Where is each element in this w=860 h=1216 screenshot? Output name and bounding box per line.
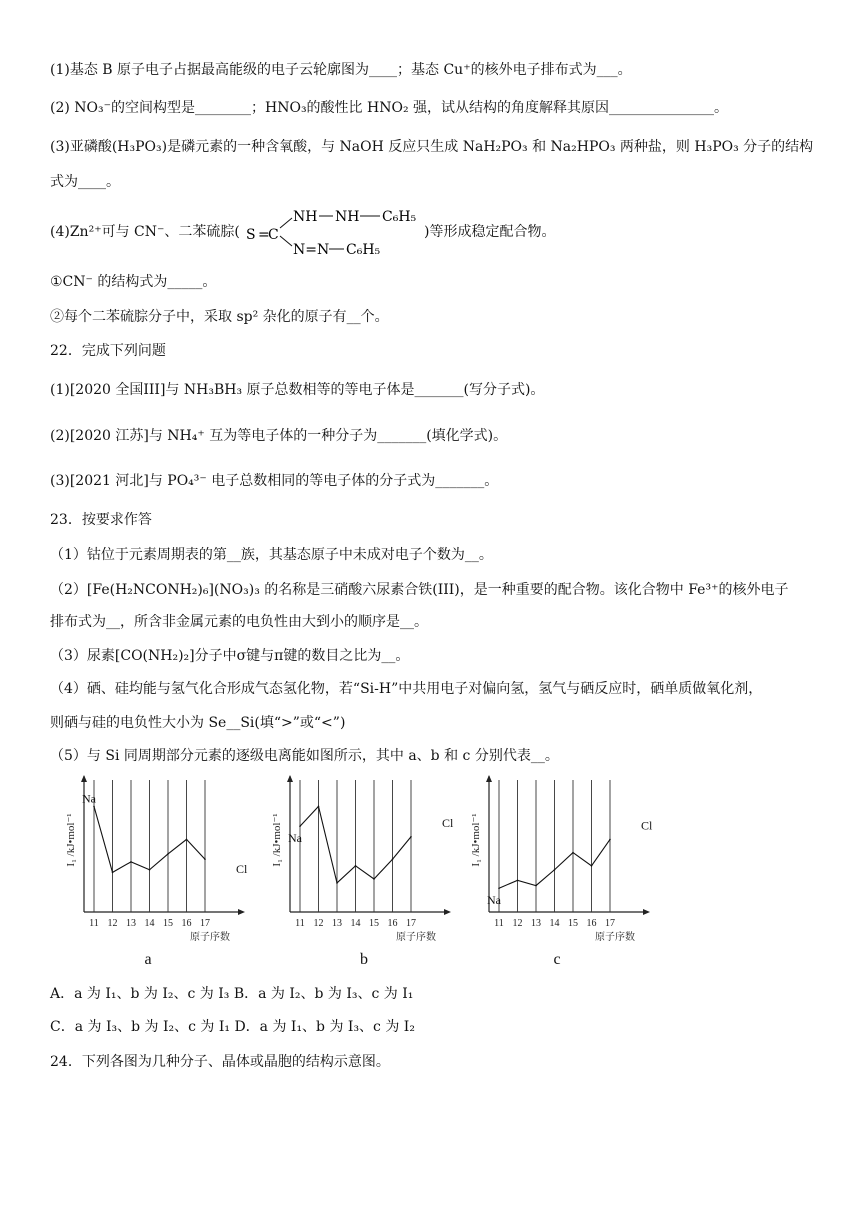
y-axis-title: I₁ /kJ•mol⁻¹ (65, 813, 77, 867)
x-axis-title: 原子序数 (595, 932, 635, 943)
q22-part2: (2)[2020 江苏]与 NH₄⁺ 互为等电子体的一种分子为_______(填化学式)。 (50, 428, 508, 444)
data-point (167, 853, 169, 855)
x-tick-label: 16 (586, 918, 597, 929)
data-point (186, 839, 188, 841)
struct-c: C (268, 227, 279, 243)
q23-part4-line2: 则硒与硅的电负性大小为 Se__Si(填“>”或“<”) (50, 715, 346, 731)
x-tick-label: 17 (605, 918, 615, 929)
q23-options-ab: A．a 为 I₁、b 为 I₂、c 为 I₃ B．a 为 I₂、b 为 I₃、c 为 I₁ (50, 986, 414, 1002)
q21-part1: (1)基态 B 原子电子占据最高能级的电子云轮廓图为____；基态 Cu⁺的核外电子排布式为___。 (50, 62, 632, 78)
data-point (373, 878, 375, 880)
y-axis-title: I₁ /kJ•mol⁻¹ (271, 813, 283, 867)
data-point (535, 885, 537, 887)
q22-part3: (3)[2021 河北]与 PO₄³⁻ 电子总数相同的等电子体的分子式为_______。 (50, 473, 499, 489)
data-point (410, 836, 412, 838)
struct-bond-down (280, 236, 292, 246)
x-tick-label: 14 (144, 918, 155, 929)
q23-part1: （1）钴位于元素周期表的第__族，其基态原子中未成对电子个数为__。 (50, 547, 493, 563)
data-point (591, 865, 593, 867)
q21-part3-line2: 式为____。 (50, 174, 120, 190)
data-point (498, 887, 500, 889)
q23-part3: （3）尿素[CO(NH₂)₂]分子中σ键与π键的数目之比为__。 (50, 648, 410, 664)
x-axis-title: 原子序数 (396, 932, 436, 943)
x-axis-arrow (643, 909, 650, 915)
x-tick-label: 11 (89, 918, 99, 929)
struct-c6h5-bottom: C₆H₅ (346, 242, 381, 258)
q21-part4-suffix: )等形成稳定配合物。 (424, 224, 556, 240)
x-axis-arrow (238, 909, 245, 915)
q22-title: 22．完成下列问题 (50, 343, 166, 359)
label-cl: Cl (641, 818, 653, 833)
ionization-chart-b (264, 772, 464, 972)
q23-part2-line1: （2）[Fe(H₂NCONH₂)₆](NO₃)₃ 的名称是三硝酸六尿素合铁(III)，是一种重要的配合物。该化合物中 Fe³⁺的核外电子 (50, 582, 789, 598)
x-tick-label: 12 (107, 918, 118, 929)
label-na: Na (82, 791, 96, 806)
q21-part3-line1: (3)亚磷酸(H₃PO₃)是磷元素的一种含氧酸，与 NaOH 反应只生成 NaH₂PO₃ 和 Na₂HPO₃ 两种盐，则 H₃PO₃ 分子的结构 (50, 139, 814, 155)
label-cl: Cl (442, 815, 454, 830)
x-tick-label: 11 (494, 918, 504, 929)
x-tick-label: 12 (512, 918, 523, 929)
q21-part4-sub1: ①CN⁻ 的结构式为_____。 (50, 274, 217, 290)
x-tick-label: 13 (332, 918, 342, 929)
q23-title: 23．按要求作答 (50, 512, 152, 528)
chart-caption: a (144, 951, 152, 968)
x-axis-arrow (444, 909, 451, 915)
struct-bond-up (280, 218, 292, 228)
x-tick-label: 17 (200, 918, 210, 929)
struct-s: S (246, 227, 256, 243)
data-point (392, 858, 394, 860)
x-tick-label: 15 (369, 918, 379, 929)
y-axis-arrow (287, 775, 293, 782)
struct-nh2: NH (335, 209, 360, 225)
data-point (572, 852, 574, 854)
q23-part5: （5）与 Si 同周期部分元素的逐级电离能如图所示，其中 a、b 和 c 分别代表__。 (50, 748, 559, 764)
x-tick-label: 14 (549, 918, 560, 929)
struct-eq: = (258, 227, 270, 243)
struct-c6h5-top: C₆H₅ (382, 209, 417, 225)
label-na: Na (487, 893, 501, 908)
data-point (318, 806, 320, 808)
data-point (204, 858, 206, 860)
struct-nh1: NH (293, 209, 318, 225)
label-cl: Cl (236, 862, 248, 877)
x-tick-label: 16 (181, 918, 192, 929)
x-tick-label: 16 (387, 918, 398, 929)
x-tick-label: 12 (313, 918, 324, 929)
data-point (336, 882, 338, 884)
y-axis-arrow (81, 775, 87, 782)
q21-part4-sub2: ②每个二苯硫腙分子中，采取 sp² 杂化的原子有__个。 (50, 309, 389, 325)
y-axis-title: I₁ /kJ•mol⁻¹ (470, 813, 482, 867)
y-axis-arrow (486, 775, 492, 782)
q21-part4-prefix: (4)Zn²⁺可与 CN⁻、二苯硫腙( (50, 224, 240, 240)
q23-part4-line1: （4）硒、硅均能与氢气化合形成气态氢化物，若“Si-H”中共用电子对偏向氢，氢气与硒反应时，硒单质做氧化剂， (50, 681, 763, 697)
data-point (355, 865, 357, 867)
q22-part1: (1)[2020 全国III]与 NH₃BH₃ 原子总数相等的等电子体是_______(写分子式)。 (50, 382, 545, 398)
data-point (130, 861, 132, 863)
chart-caption: b (360, 951, 368, 968)
label-na: Na (288, 831, 302, 846)
x-tick-label: 17 (406, 918, 416, 929)
x-axis-title: 原子序数 (190, 932, 230, 943)
ionization-chart-a (58, 772, 258, 972)
ionization-chart-c (463, 772, 663, 972)
x-tick-label: 15 (568, 918, 578, 929)
chart-caption: c (553, 951, 561, 968)
q21-part2: (2) NO₃⁻的空间构型是________；HNO₃的酸性比 HNO₂ 强，试从结构的角度解释其原因_______________。 (50, 100, 729, 116)
q24-title: 24．下列各图为几种分子、晶体或晶胞的结构示意图。 (50, 1054, 390, 1070)
q23-part2-line2: 排布式为__，所含非金属元素的电负性由大到小的顺序是__。 (50, 614, 428, 630)
x-tick-label: 15 (163, 918, 173, 929)
x-tick-label: 13 (126, 918, 136, 929)
x-tick-label: 14 (350, 918, 361, 929)
data-point (112, 872, 114, 874)
data-point (554, 869, 556, 871)
struct-nn: N=N (293, 242, 330, 258)
data-point (609, 839, 611, 841)
q23-options-cd: C．a 为 I₃、b 为 I₂、c 为 I₁ D．a 为 I₁、b 为 I₃、c 为 I₂ (50, 1019, 415, 1035)
x-tick-label: 11 (295, 918, 305, 929)
data-point (517, 880, 519, 882)
data-point (149, 869, 151, 871)
x-tick-label: 13 (531, 918, 541, 929)
data-point (299, 825, 301, 827)
data-point (93, 806, 95, 808)
